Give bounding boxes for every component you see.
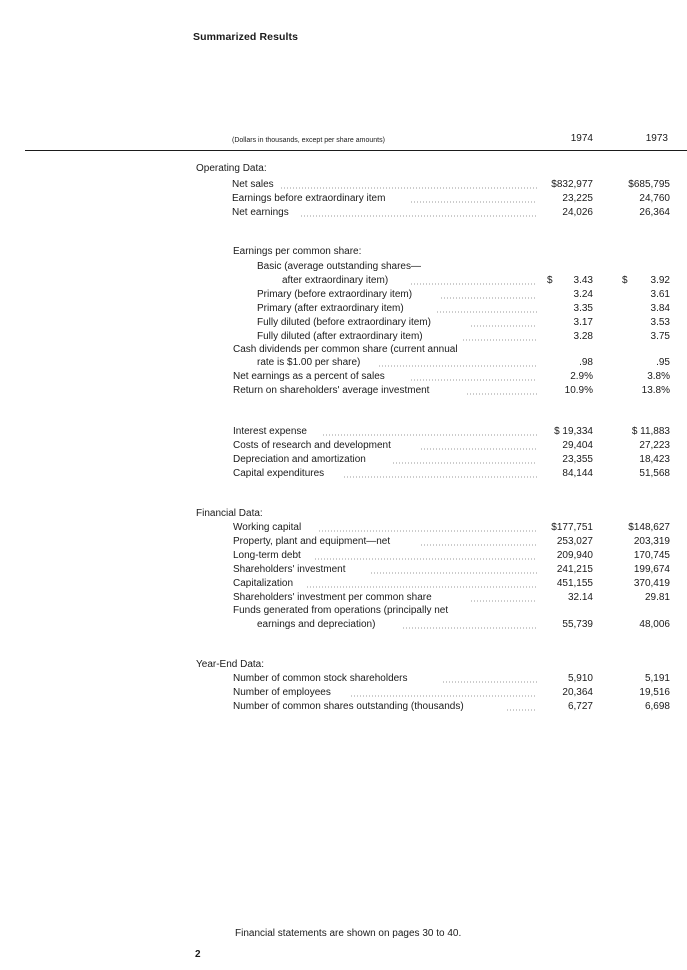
row-label: Net sales <box>232 179 274 190</box>
table-row <box>0 453 687 466</box>
eps-heading-row <box>0 245 687 258</box>
value-1974: 84,144 <box>562 468 593 479</box>
value-1973: 51,568 <box>639 468 670 479</box>
value-1973: $ 11,883 <box>631 426 670 437</box>
table-row <box>0 206 687 219</box>
value-1973: 3.53 <box>650 317 670 328</box>
table-row <box>0 316 687 329</box>
value-1973: $148,627 <box>628 522 670 533</box>
table-row <box>0 302 687 315</box>
value-1973: 3.84 <box>650 303 670 314</box>
row-label: Net earnings <box>232 207 289 218</box>
table-row <box>0 672 687 685</box>
currency-symbol: $ <box>622 275 628 286</box>
table-row <box>0 686 687 699</box>
row-label: Return on shareholders' average investment <box>233 385 430 396</box>
table-row <box>0 343 687 356</box>
year-header-1973: 1973 <box>645 133 668 144</box>
value-1973: 19,516 <box>639 687 670 698</box>
table-row <box>0 425 687 438</box>
footer-note: Financial statements are shown on pages 30 to 40. <box>235 928 462 939</box>
section-title-yearend: Year-End Data: <box>196 659 265 670</box>
value-1974: 241,215 <box>556 564 593 575</box>
table-row <box>0 370 687 383</box>
table-row <box>0 356 687 369</box>
value-1974: 5,910 <box>567 673 593 684</box>
value-1973: 3.92 <box>650 275 670 286</box>
table-row <box>0 563 687 576</box>
value-1974: 55,739 <box>562 619 593 630</box>
row-label: after extraordinary item) <box>282 275 389 286</box>
value-1973: 203,319 <box>633 536 670 547</box>
table-row <box>0 288 687 301</box>
value-1973: 6,698 <box>644 701 670 712</box>
row-label: Depreciation and amortization <box>233 454 366 465</box>
value-1974: 10.9% <box>564 385 593 396</box>
row-label: Funds generated from operations (principally net <box>233 605 449 616</box>
row-label: Fully diluted (after extraordinary item) <box>257 331 423 342</box>
value-1973: 13.8% <box>641 385 670 396</box>
value-1974: 3.24 <box>573 289 593 300</box>
value-1973: 48,006 <box>639 619 670 630</box>
value-1974: 20,364 <box>562 687 593 698</box>
row-label: Cash dividends per common share (current annual <box>233 344 458 355</box>
row-label: Working capital <box>233 522 302 533</box>
table-row <box>0 330 687 343</box>
value-1973: 3.75 <box>650 331 670 342</box>
value-1974: 23,225 <box>562 193 593 204</box>
row-label: Earnings before extraordinary item <box>232 193 386 204</box>
section-title-operating: Operating Data: <box>196 163 267 174</box>
row-label: Capital expenditures <box>233 468 325 479</box>
value-1974: .98 <box>579 357 593 368</box>
table-row <box>0 604 687 617</box>
section-title-financial: Financial Data: <box>196 508 263 519</box>
units-note: (Dollars in thousands, except per share amounts) <box>232 137 385 144</box>
table-row <box>0 384 687 397</box>
row-label: Capitalization <box>233 578 294 589</box>
value-1973: 5,191 <box>644 673 670 684</box>
value-1974: 24,026 <box>562 207 593 218</box>
table-row <box>0 549 687 562</box>
value-1974: $832,977 <box>551 179 593 190</box>
row-label: earnings and depreciation) <box>257 619 376 630</box>
value-1973: 29.81 <box>644 592 670 603</box>
table-row <box>0 618 687 631</box>
value-1973: 26,364 <box>639 207 670 218</box>
row-label: Interest expense <box>233 426 307 437</box>
row-label: Fully diluted (before extraordinary item) <box>257 317 431 328</box>
year-header-1974: 1974 <box>570 133 593 144</box>
table-row <box>0 535 687 548</box>
value-1974: 6,727 <box>567 701 593 712</box>
table-row <box>0 192 687 205</box>
value-1973: 24,760 <box>639 193 670 204</box>
value-1974: 29,404 <box>562 440 593 451</box>
value-1974: 2.9% <box>570 371 593 382</box>
value-1974: $177,751 <box>551 522 593 533</box>
value-1974: 451,155 <box>556 578 593 589</box>
row-label: Primary (before extraordinary item) <box>257 289 413 300</box>
value-1974: 3.28 <box>573 331 593 342</box>
row-label: Shareholders' investment per common share <box>233 592 432 603</box>
page-title: Summarized Results <box>193 31 299 43</box>
value-1973: 3.61 <box>650 289 670 300</box>
value-1974: 23,355 <box>562 454 593 465</box>
eps-heading: Earnings per common share: <box>233 246 362 257</box>
row-label: Number of employees <box>233 687 331 698</box>
currency-symbol: $ <box>547 275 553 286</box>
page-number: 2 <box>195 949 201 960</box>
row-label: Primary (after extraordinary item) <box>257 303 404 314</box>
value-1973: .95 <box>656 357 670 368</box>
value-1973: 170,745 <box>633 550 670 561</box>
row-label: Number of common shares outstanding (thousands) <box>233 701 464 712</box>
table-row <box>0 274 687 287</box>
value-1973: $685,795 <box>628 179 670 190</box>
row-label: Property, plant and equipment—net <box>233 536 391 547</box>
value-1974: 3.17 <box>573 317 593 328</box>
row-label: Net earnings as a percent of sales <box>233 371 385 382</box>
value-1973: 18,423 <box>639 454 670 465</box>
row-label: Shareholders' investment <box>233 564 346 575</box>
table-row <box>0 467 687 480</box>
table-row <box>0 178 687 191</box>
value-1974: 3.43 <box>573 275 593 286</box>
table-row <box>0 700 687 713</box>
table-row <box>0 521 687 534</box>
table-row <box>0 591 687 604</box>
value-1973: 370,419 <box>633 578 670 589</box>
row-label: Number of common stock shareholders <box>233 673 408 684</box>
value-1973: 27,223 <box>639 440 670 451</box>
header-rule <box>25 150 687 151</box>
table-row <box>0 577 687 590</box>
value-1974: $ 19,334 <box>554 426 593 437</box>
value-1974: 253,027 <box>556 536 593 547</box>
row-label: Basic (average outstanding shares— <box>257 261 421 272</box>
row-label: rate is $1.00 per share) <box>257 357 361 368</box>
value-1973: 199,674 <box>633 564 670 575</box>
value-1973: 3.8% <box>647 371 670 382</box>
value-1974: 3.35 <box>573 303 593 314</box>
table-row <box>0 439 687 452</box>
table-row <box>0 260 687 273</box>
row-label: Costs of research and development <box>233 440 391 451</box>
value-1974: 209,940 <box>556 550 593 561</box>
value-1974: 32.14 <box>567 592 593 603</box>
row-label: Long-term debt <box>233 550 301 561</box>
